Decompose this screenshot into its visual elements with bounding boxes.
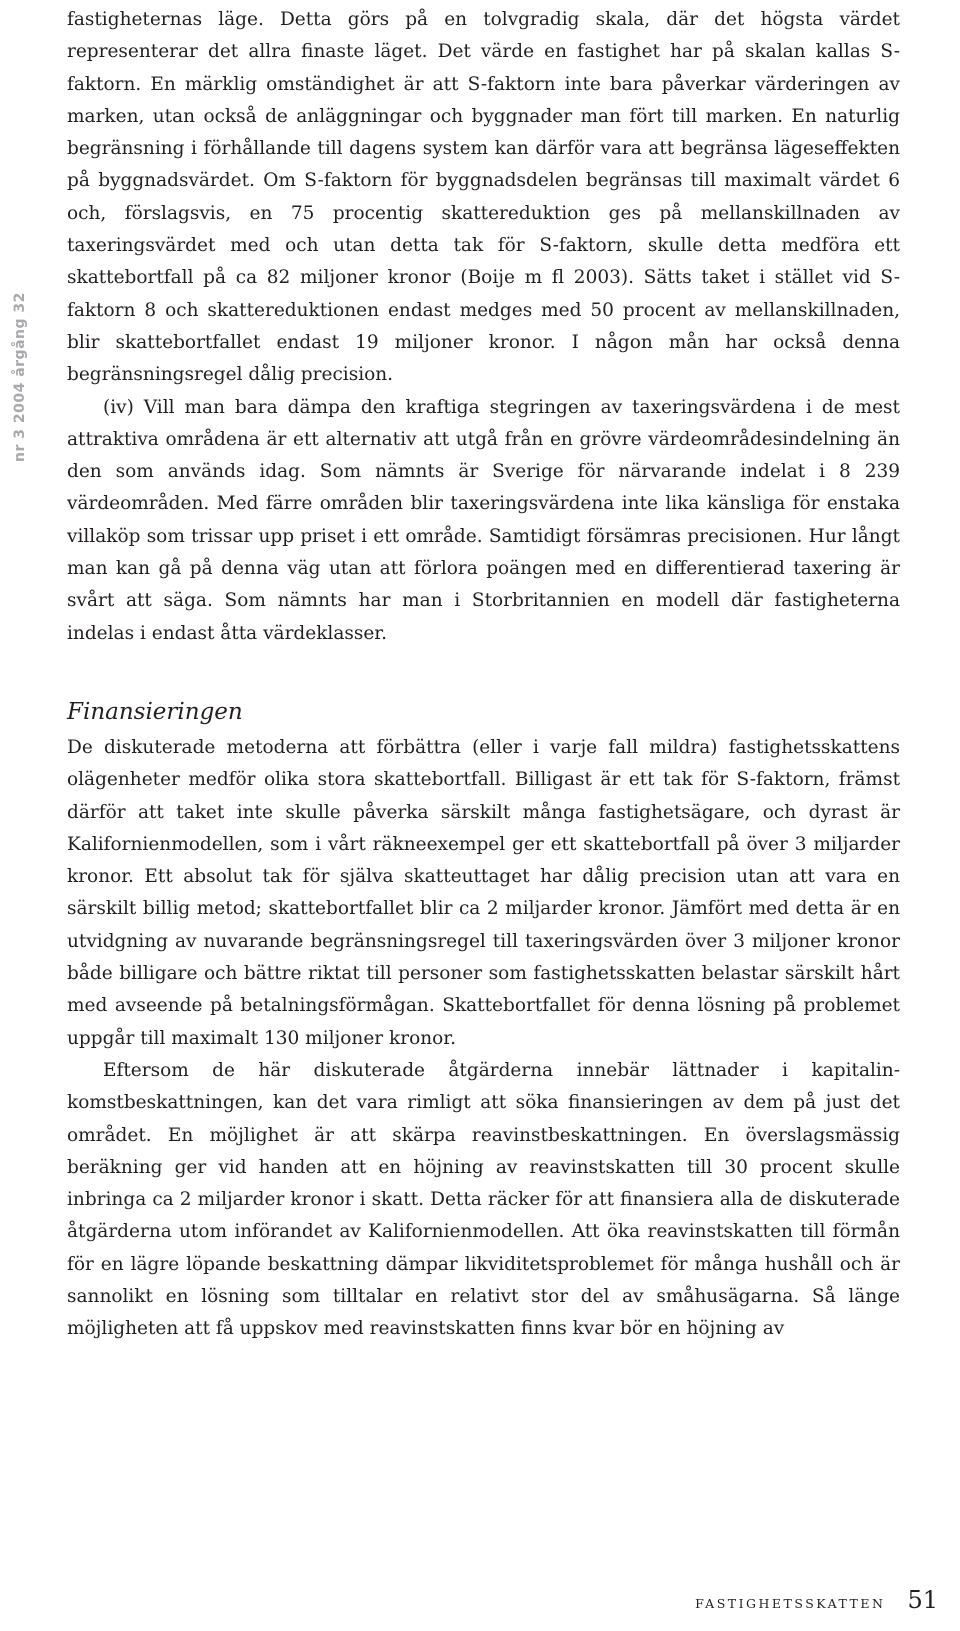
- page-number: 51: [907, 1586, 938, 1614]
- paragraph-s-faktor: fastigheternas läge. Detta görs på en tolvgradig skala, där det högsta värdet representerar det allra finaste läget. Det värde en fastighet har på skalan kallas S-faktorn. En märklig omständighet är att S-faktorn inte bara påverkar värderingen av marken, utan också de anläggningar och byggnader man fört till marken. En naturlig begränsning i förhållande till dagens system kan därför vara att begränsa lägeseffekten på byggnadsvärdet. Om S-faktorn för byggnadsdelen begränsas till maximalt värdet 6 och, förslagsvis, en 75 procentig skattereduktion ges på mellanskillnaden av taxeringsvärdet med och utan detta tak för S-faktorn, skulle detta medföra ett skattebortfall på ca 82 miljoner kronor (Boije m fl 2003). Sätts taket i stället vid S-faktorn 8 och skattereduktionen endast medges med 50 procent av mellanskillnaden, blir skattebortfallet endast 19 miljoner kronor. I någon mån har också denna begränsningsregel dålig precision.: [67, 9, 900, 386]
- paragraph-skattebortfall: De diskuterade metoderna att förbättra (eller i varje fall mildra) fastighetsskattens olägenheter medför olika stora skattebortfall. Billigast är ett tak för S-faktorn, främst därför att taket inte skulle påverka särskilt många fastighetsägare, och dyrast är Kalifornienmodellen, som i vårt räkneexempel ger ett skattebortfall på över 3 miljarder kronor. Ett absolut tak för själva skatteuttaget har dålig precision utan att vara en särskilt billig metod; skattebortfallet blir ca 2 miljarder kronor. Jämfört med detta är en utvidgning av nuvarande begränsningsregel till taxeringsvärden över 3 miljoner kronor både billigare och bättre riktat till personer som fastighetsskatten belastar särskilt hårt med avseende på betalningsförmågan. Skattebortfallet för denna lösning på problemet uppgår till maximalt 130 miljoner kronor.: [67, 736, 900, 1049]
- paragraph-vardeomraden: (iv) Vill man bara dämpa den kraftiga stegringen av taxeringsvärdena i de mest attraktiva områdena är ett alternativ att utgå från en grövre värdeområdesindelning än den som används idag. Som nämnts är Sverige för närvarande indelat i 8 239 värdeområden. Med färre områden blir taxeringsvärdena inte lika känsliga för enstaka villaköp som trissar upp priset i ett område. Samtidigt försämras precisionen. Hur långt man kan gå på denna väg utan att förlora poängen med en differentierad taxering är svårt att säga. Som nämnts har man i Storbritannien en modell där fastigheterna indelas i endast åtta värdeklasser.: [67, 396, 900, 644]
- article-body: [67, 0, 900, 1346]
- page-footer: [695, 1586, 938, 1614]
- paragraph-reavinstbeskattning: Eftersom de här diskuterade åtgärderna innebär lättnader i kapitalinkomstbeskattningen, kan det vara rimligt att söka finansieringen av dem på just det området. En möjlighet är att skärpa reavinstbeskattningen. En överslagsmässig beräkning ger vid handen att en höjning av reavinstskatten till 30 procent skulle inbringa ca 2 miljarder kronor i skatt. Detta räcker för att finansiera alla de diskuterade åtgärderna utom införandet av Kalifornienmodellen. Att öka reavinstskatten till förmån för en lägre löpande beskattning dämpar likviditetsproblemet för många hushåll och är sannolikt en lösning som tilltalar en relativt stor del av småhusägarna. Så länge möjligheten att få uppskov med reavinstskatten finns kvar bör en höjning av: [67, 1059, 900, 1340]
- journal-issue-label: nr 3 2004 årgång 32: [12, 292, 28, 462]
- running-title: FASTIGHETSSKATTEN: [695, 1596, 886, 1611]
- section-heading-finansieringen: Finansieringen: [67, 698, 243, 725]
